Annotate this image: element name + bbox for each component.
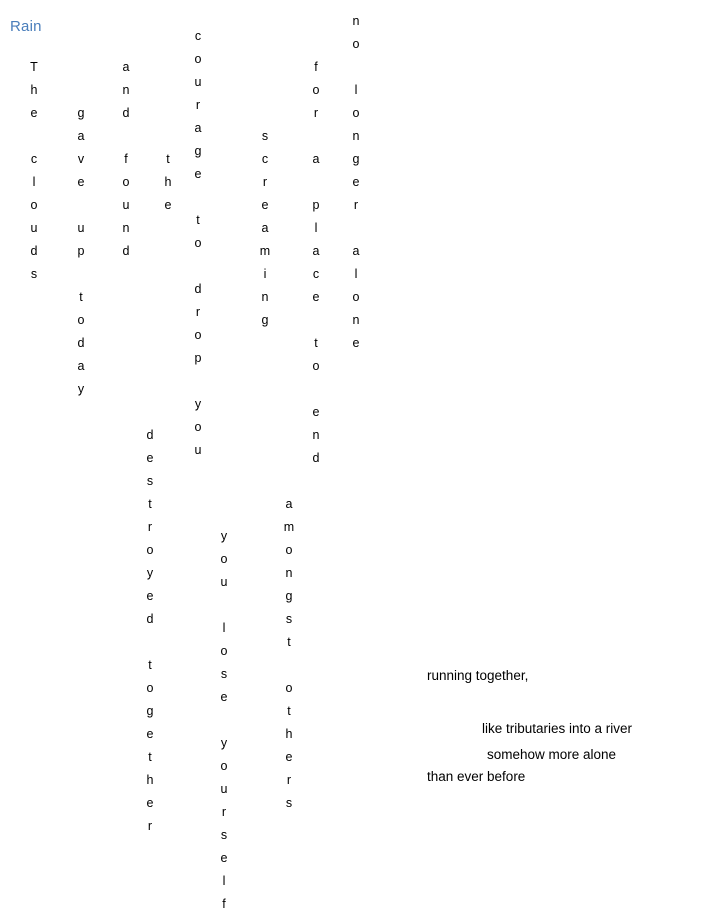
vertical-letter: t xyxy=(166,152,170,166)
vertical-letter: o xyxy=(146,543,154,557)
vertical-letter: l xyxy=(314,221,318,235)
vertical-letter: r xyxy=(221,805,227,819)
vertical-letter: r xyxy=(313,106,319,120)
prose-line: somehow more alone xyxy=(487,747,617,762)
vertical-letter: y xyxy=(194,397,202,411)
vertical-letter: a xyxy=(261,221,269,235)
vertical-letter: r xyxy=(286,773,292,787)
vertical-letter xyxy=(308,125,324,148)
vertical-letter: a xyxy=(77,359,85,373)
vertical-word-column xyxy=(216,525,232,916)
vertical-letter: r xyxy=(262,175,268,189)
vertical-letter: a xyxy=(122,60,130,74)
vertical-letter: h xyxy=(30,83,38,97)
vertical-letter: s xyxy=(220,667,228,681)
vertical-letter: e xyxy=(146,451,154,465)
vertical-word-column xyxy=(160,148,176,217)
vertical-word-column xyxy=(142,424,158,838)
vertical-letter: o xyxy=(30,198,38,212)
vertical-letter: l xyxy=(354,267,358,281)
vertical-letter: y xyxy=(220,736,228,750)
vertical-letter: u xyxy=(194,75,202,89)
vertical-letter: r xyxy=(195,305,201,319)
vertical-word-column xyxy=(348,10,364,355)
vertical-letter: d xyxy=(122,244,130,258)
vertical-letter: e xyxy=(146,727,154,741)
vertical-letter: e xyxy=(146,589,154,603)
vertical-letter: l xyxy=(354,83,358,97)
vertical-letter: a xyxy=(194,121,202,135)
vertical-letter: h xyxy=(164,175,172,189)
vertical-letter xyxy=(348,217,364,240)
vertical-letter: e xyxy=(77,175,85,189)
vertical-letter: n xyxy=(352,129,360,143)
vertical-letter: t xyxy=(287,635,291,649)
vertical-letter: e xyxy=(352,336,360,350)
vertical-letter: c xyxy=(261,152,269,166)
vertical-word-column xyxy=(281,493,297,815)
vertical-letter: n xyxy=(122,221,130,235)
vertical-letter xyxy=(308,171,324,194)
vertical-letter: d xyxy=(30,244,38,258)
vertical-letter: a xyxy=(77,129,85,143)
vertical-letter: r xyxy=(195,98,201,112)
vertical-letter: e xyxy=(352,175,360,189)
vertical-letter xyxy=(216,709,232,732)
vertical-letter: f xyxy=(222,897,226,911)
vertical-letter: g xyxy=(261,313,269,327)
vertical-letter: h xyxy=(285,727,293,741)
vertical-letter: e xyxy=(164,198,172,212)
vertical-letter: o xyxy=(352,106,360,120)
vertical-letter: e xyxy=(312,290,320,304)
vertical-word-column xyxy=(26,56,42,286)
vertical-letter: r xyxy=(147,819,153,833)
vertical-letter: s xyxy=(30,267,38,281)
vertical-letter: a xyxy=(312,244,320,258)
vertical-letter: n xyxy=(352,313,360,327)
vertical-word-column xyxy=(190,25,206,462)
vertical-letter: o xyxy=(77,313,85,327)
vertical-letter: d xyxy=(312,451,320,465)
vertical-letter: n xyxy=(285,566,293,580)
vertical-letter: t xyxy=(148,750,152,764)
vertical-letter: g xyxy=(194,144,202,158)
vertical-letter: u xyxy=(220,782,228,796)
vertical-letter: h xyxy=(146,773,154,787)
vertical-letter: t xyxy=(196,213,200,227)
vertical-letter: o xyxy=(285,543,293,557)
vertical-letter: f xyxy=(124,152,128,166)
vertical-word-column xyxy=(308,56,324,470)
vertical-letter: l xyxy=(32,175,36,189)
vertical-letter: l xyxy=(222,874,226,888)
vertical-letter xyxy=(142,631,158,654)
vertical-word-column xyxy=(118,56,134,263)
vertical-letter: v xyxy=(77,152,85,166)
vertical-letter: u xyxy=(220,575,228,589)
vertical-letter: m xyxy=(283,520,295,534)
vertical-letter: e xyxy=(285,750,293,764)
vertical-letter: n xyxy=(261,290,269,304)
vertical-letter: y xyxy=(146,566,154,580)
vertical-letter: l xyxy=(222,621,226,635)
vertical-letter: n xyxy=(352,14,360,28)
vertical-letter: f xyxy=(314,60,318,74)
vertical-letter: T xyxy=(30,60,38,74)
vertical-letter: e xyxy=(220,851,228,865)
vertical-letter xyxy=(190,186,206,209)
vertical-letter: p xyxy=(194,351,202,365)
vertical-letter: o xyxy=(285,681,293,695)
vertical-letter: t xyxy=(148,658,152,672)
vertical-letter xyxy=(308,378,324,401)
vertical-letter xyxy=(73,263,89,286)
vertical-letter: e xyxy=(146,796,154,810)
vertical-letter: o xyxy=(194,236,202,250)
vertical-letter: e xyxy=(261,198,269,212)
vertical-letter: o xyxy=(220,644,228,658)
vertical-letter: o xyxy=(194,420,202,434)
vertical-letter: o xyxy=(146,681,154,695)
vertical-letter: u xyxy=(30,221,38,235)
vertical-letter: o xyxy=(352,37,360,51)
vertical-letter: y xyxy=(220,529,228,543)
vertical-letter: o xyxy=(352,290,360,304)
vertical-letter xyxy=(190,255,206,278)
vertical-letter: d xyxy=(146,428,154,442)
vertical-word-column xyxy=(257,125,273,332)
vertical-letter: c xyxy=(194,29,202,43)
vertical-letter: e xyxy=(30,106,38,120)
vertical-letter: p xyxy=(312,198,320,212)
vertical-letter: e xyxy=(220,690,228,704)
vertical-letter xyxy=(216,594,232,617)
vertical-letter: p xyxy=(77,244,85,258)
vertical-letter: r xyxy=(147,520,153,534)
vertical-letter: d xyxy=(194,282,202,296)
vertical-letter: c xyxy=(30,152,38,166)
vertical-word-column xyxy=(73,102,89,401)
vertical-letter: d xyxy=(77,336,85,350)
vertical-letter: o xyxy=(194,328,202,342)
vertical-letter xyxy=(190,370,206,393)
vertical-letter: o xyxy=(122,175,130,189)
vertical-letter: o xyxy=(220,552,228,566)
vertical-letter xyxy=(26,125,42,148)
vertical-letter: u xyxy=(194,443,202,457)
vertical-letter: t xyxy=(287,704,291,718)
vertical-letter: o xyxy=(194,52,202,66)
vertical-letter: o xyxy=(312,359,320,373)
vertical-letter: o xyxy=(220,759,228,773)
vertical-letter xyxy=(118,125,134,148)
vertical-letter: o xyxy=(312,83,320,97)
vertical-letter: e xyxy=(312,405,320,419)
vertical-letter: s xyxy=(146,474,154,488)
vertical-letter: t xyxy=(314,336,318,350)
vertical-letter: g xyxy=(77,106,85,120)
vertical-letter xyxy=(348,56,364,79)
vertical-letter: r xyxy=(353,198,359,212)
vertical-letter: a xyxy=(285,497,293,511)
vertical-letter: n xyxy=(122,83,130,97)
vertical-letter xyxy=(73,194,89,217)
vertical-letter xyxy=(281,654,297,677)
vertical-letter: g xyxy=(352,152,360,166)
vertical-letter: u xyxy=(77,221,85,235)
vertical-letter: t xyxy=(148,497,152,511)
vertical-letter: a xyxy=(312,152,320,166)
vertical-letter: s xyxy=(285,796,293,810)
vertical-letter: u xyxy=(122,198,130,212)
vertical-letter: n xyxy=(312,428,320,442)
vertical-letter: t xyxy=(79,290,83,304)
vertical-letter: s xyxy=(285,612,293,626)
prose-line: than ever before xyxy=(427,769,526,784)
prose-line: running together, xyxy=(427,668,529,683)
vertical-letter: a xyxy=(352,244,360,258)
vertical-letter: c xyxy=(312,267,320,281)
prose-line: like tributaries into a river xyxy=(482,721,633,736)
vertical-letter: s xyxy=(261,129,269,143)
vertical-letter: i xyxy=(263,267,267,281)
page-title: Rain xyxy=(10,18,42,35)
vertical-letter: g xyxy=(285,589,293,603)
vertical-letter: y xyxy=(77,382,85,396)
vertical-letter: d xyxy=(146,612,154,626)
vertical-letter: s xyxy=(220,828,228,842)
vertical-letter: d xyxy=(122,106,130,120)
vertical-letter: g xyxy=(146,704,154,718)
vertical-letter xyxy=(308,309,324,332)
vertical-letter: m xyxy=(259,244,271,258)
vertical-letter: e xyxy=(194,167,202,181)
